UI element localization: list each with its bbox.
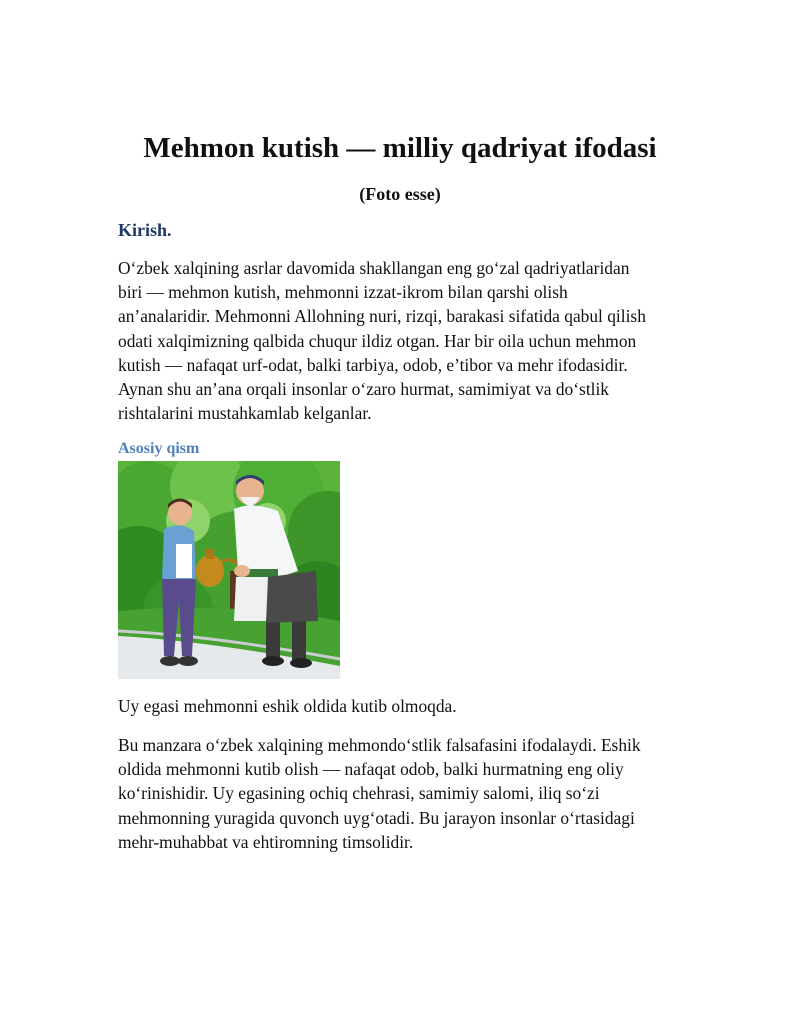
hospitality-illustration	[118, 461, 340, 679]
intro-line: odati xalqimizning qalbida chuqur ildiz otgan. Har bir oila uchun mehmon	[118, 330, 637, 351]
intro-heading: Kirish.	[118, 220, 172, 240]
body-line: oldida mehmonni kutib olish — nafaqat odob, balki hurmatning eng oliy	[118, 759, 624, 780]
document-title: Mehmon kutish — milliy qadriyat ifodasi	[143, 132, 657, 164]
intro-line: O‘zbek xalqining asrlar davomida shakllangan eng go‘zal qadriyatlaridan	[118, 258, 630, 278]
intro-line: rishtalarini mustahkamlab kelganlar.	[118, 403, 372, 424]
body-line: mehmonning yuragida quvonch uyg‘otadi. Bu jarayon insonlar o‘rtasidagi	[118, 807, 635, 828]
body-line: mehr-muhabbat va ehtiromning timsolidir.	[118, 831, 414, 852]
body-line: Bu manzara o‘zbek xalqining mehmondo‘stlik falsafasini ifodalaydi. Eshik	[118, 735, 641, 755]
intro-line: kutish — nafaqat urf-odat, balki tarbiya, odob, e’tibor va mehr ifodasidir.	[118, 354, 628, 375]
photo-caption: Uy egasi mehmonni eshik oldida kutib olmoqda.	[118, 696, 457, 716]
document-subtitle: (Foto esse)	[359, 184, 441, 204]
main-heading: Asosiy qism	[118, 440, 200, 457]
body-line: ko‘rinishidir. Uy egasining ochiq chehrasi, samimiy salomi, iliq so‘zi	[118, 783, 600, 804]
body-paragraph	[118, 733, 688, 854]
intro-line: Aynan shu an’ana orqali insonlar o‘zaro hurmat, samimiyat va do‘stlik	[118, 379, 610, 400]
intro-line: biri — mehmon kutish, mehmonni izzat-ikrom bilan qarshi olish	[118, 282, 568, 303]
intro-paragraph	[118, 256, 688, 425]
intro-line: an’analaridir. Mehmonni Allohning nuri, rizqi, barakasi sifatida qabul qilish	[118, 306, 646, 327]
